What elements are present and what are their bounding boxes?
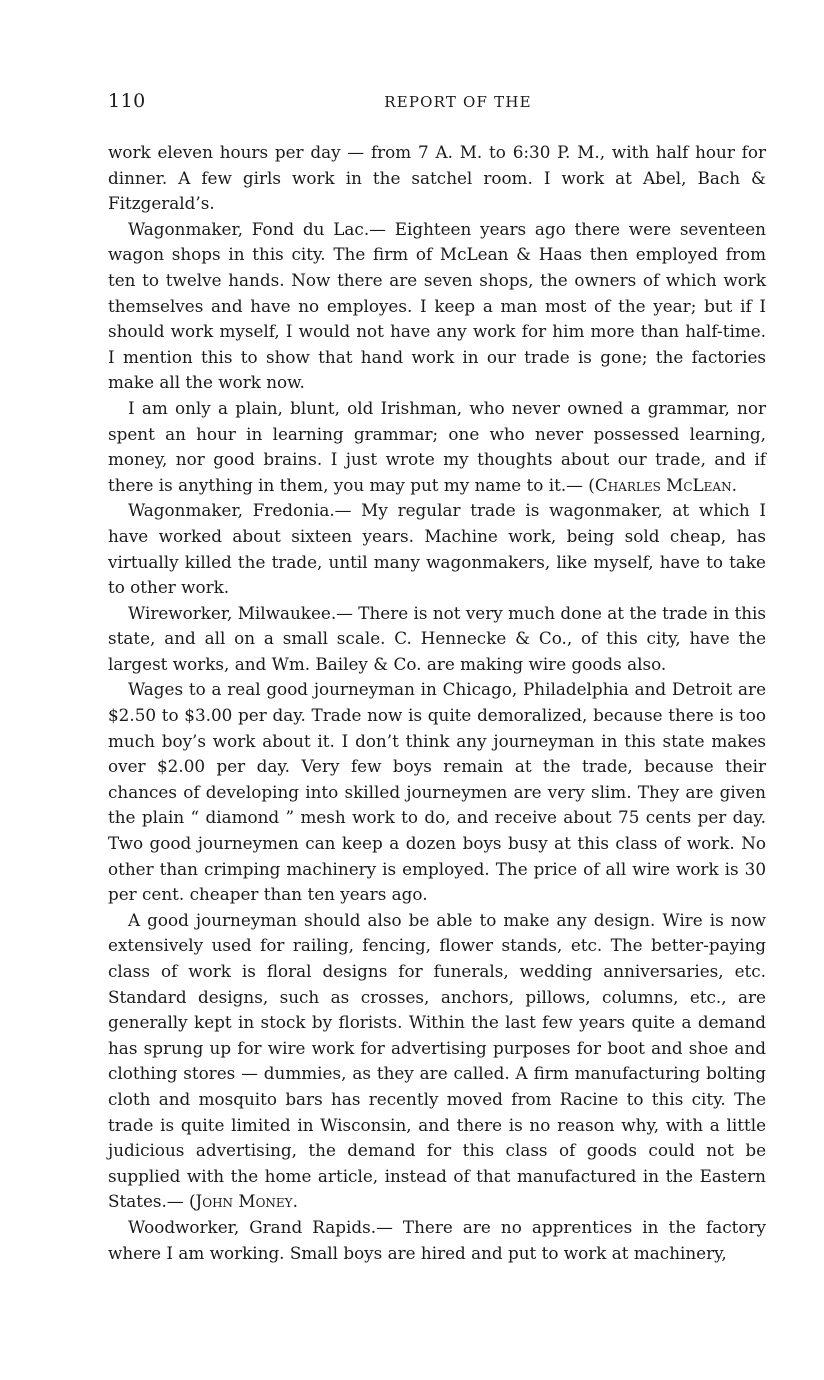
body-text xyxy=(108,140,766,1266)
page-header xyxy=(108,90,768,116)
paragraph-woodworker-grand-rapids: Woodworker, Grand Rapids.— There are no apprentices in the factory where I am working. Small boys are hired and put to work at machinery, xyxy=(108,1216,766,1263)
paragraph-good-journeyman: A good journeyman should also be able to make any design. Wire is now extensively used for railing, fencing, flower stands, etc. The better-paying class of work is floral designs for funerals, wedding anniversaries, etc. Standard designs, such as crosses, anchors, pillows, columns, etc., are generally kept in stock by florists. Within the last few years quite a demand has sprung up for wire work for advertising purposes for boot and shoe and clothing stores — dummies, as they are called. A firm manufacturing bolting cloth and mosquito bars has recently moved from Racine to this city. The trade is quite limited in Wisconsin, and there is no reason why, with a little judicious advertising, the demand for this class of goods could not be supplied with the home article, instead of that manufactured in the Eastern States.— (John Money. xyxy=(108,909,766,1212)
paragraph-irishman: I am only a plain, blunt, old Irishman, who never owned a grammar, nor spent an hour in learning grammar; one who never possessed learning, money, nor good brains. I just wrote my thoughts about our trade, and if there is anything in them, you may put my name to it.— (Charles McLean. xyxy=(108,397,766,495)
page-number: 110 xyxy=(108,90,146,112)
paragraph-wireworker-milwaukee: Wireworker, Milwaukee.— There is not very much done at the trade in this state, and all on a small scale. C. Hennecke & Co., of this city, have the largest works, and Wm. Bailey & Co. are making wire goods also. xyxy=(108,602,766,674)
signature-charles-mclean: Charles McLean xyxy=(594,474,732,495)
paragraph-wagonmaker-fredonia: Wagonmaker, Fredonia.— My regular trade is wagonmaker, at which I have worked about sixteen years. Machine work, being sold cheap, has virtually killed the trade, until many wagonmakers, like myself, have to take to other work. xyxy=(108,500,766,598)
running-head: REPORT OF THE xyxy=(384,93,532,111)
paragraph-wages: Wages to a real good journeyman in Chicago, Philadelphia and Detroit are $2.50 to $3.00 per day. Trade now is quite demoralized, because there is too much boy’s work about it. I don’t think any journeyman in this state makes over $2.00 per day. Very few boys remain at the trade, because their chances of developing into skilled journeymen are very slim. They are given the plain “ diamond ” mesh work to do, and receive about 75 cents per day. Two good journeymen can keep a dozen boys busy at this class of work. No other than crimping machinery is employed. The price of all wire work is 30 per cent. cheaper than ten years ago. xyxy=(108,679,766,905)
paragraph-wagonmaker-fond-du-lac: Wagonmaker, Fond du Lac.— Eighteen years ago there were seventeen wagon shops in this city. The firm of McLean & Haas then employed from ten to twelve hands. Now there are seven shops, the owners of which work themselves and have no employes. I keep a man most of the year; but if I should work myself, I would not have any work for him more than half-time. I mention this to show that hand work in our trade is gone; the factories make all the work now. xyxy=(108,218,766,393)
signature-john-money: John Money xyxy=(195,1191,293,1212)
paragraph-continuation: work eleven hours per day — from 7 A. M. to 6:30 P. M., with half hour for dinner. A few girls work in the satchel room. I work at Abel, Bach & Fitzgerald’s. xyxy=(108,142,766,214)
